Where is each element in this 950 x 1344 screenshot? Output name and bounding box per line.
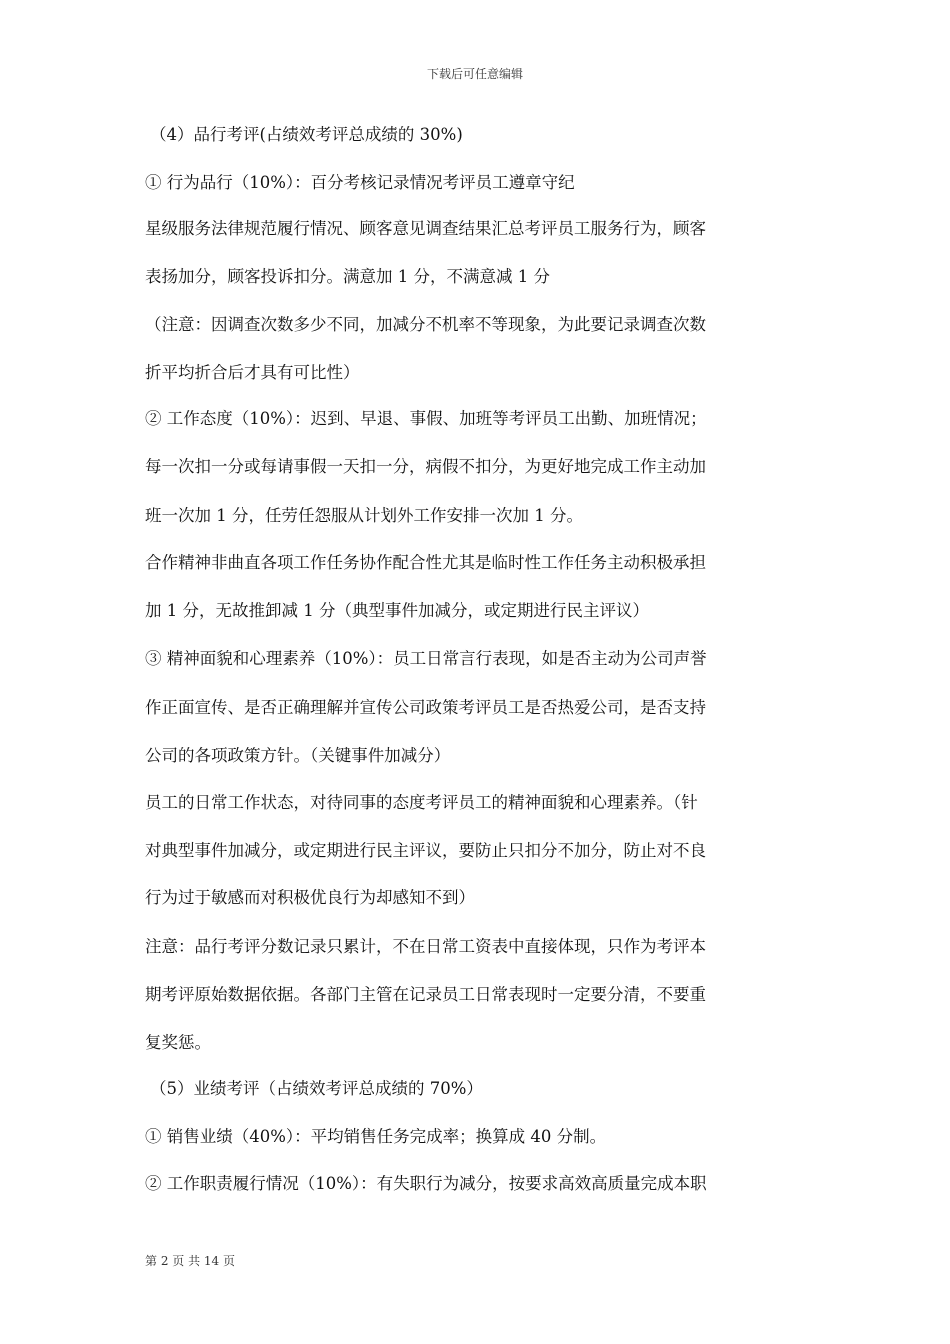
item-work-attitude: ② 工作态度（10%）：迟到、早退、事假、加班等考评员工出勤、加班情况； [145,409,707,428]
section-heading-performance: （5）业绩考评（占绩效考评总成绩的 70%） [150,1079,483,1098]
item-duty-fulfillment: ② 工作职责履行情况（10%）：有失职行为减分，按要求高效高质量完成本职 [145,1174,707,1193]
paragraph-line: 作正面宣传、是否正确理解并宣传公司政策考评员工是否热爱公司，是否支持 [145,698,706,717]
note-line: 期考评原始数据依据。各部门主管在记录员工日常表现时一定要分清，不要重 [145,985,706,1004]
paragraph-line: 行为过于敏感而对积极优良行为却感知不到） [145,888,475,907]
paragraph-line: 星级服务法律规范履行情况、顾客意见调查结果汇总考评员工服务行为，顾客 [145,219,706,238]
paragraph-line: 员工的日常工作状态，对待同事的态度考评员工的精神面貌和心理素养。（针 [145,793,698,812]
item-sales-performance: ① 销售业绩（40%）：平均销售任务完成率；换算成 40 分制。 [145,1127,607,1146]
item-behavior-conduct: ① 行为品行（10%）：百分考核记录情况考评员工遵章守纪 [145,173,575,192]
page-number: 第 2 页 共 14 页 [145,1254,235,1268]
note-line: 折平均折合后才具有可比性） [145,363,360,382]
paragraph-line: 每一次扣一分或每请事假一天扣一分，病假不扣分，为更好地完成工作主动加 [145,457,706,476]
paragraph-line: 表扬加分，顾客投诉扣分。满意加 1 分，不满意减 1 分 [145,267,550,286]
paragraph-line: 合作精神非曲直各项工作任务协作配合性尤其是临时性工作任务主动积极承担 [145,553,706,572]
note-line: 注意：品行考评分数记录只累计，不在日常工资表中直接体现，只作为考评本 [145,937,706,956]
item-spirit-mentality: ③ 精神面貌和心理素养（10%）：员工日常言行表现，如是否主动为公司声誉 [145,649,707,668]
paragraph-line: 对典型事件加减分，或定期进行民主评议，要防止只扣分不加分，防止对不良 [145,841,706,860]
note-line: （注意：因调查次数多少不同，加减分不机率不等现象，为此要记录调查次数 [145,315,706,334]
page-header: 下载后可任意编辑 [426,67,523,81]
section-heading-conduct: （4）品行考评(占绩效考评总成绩的 30%) [150,125,463,144]
paragraph-line: 班一次加 1 分，任劳任怨服从计划外工作安排一次加 1 分。 [145,506,583,525]
paragraph-line: 公司的各项政策方针。（关键事件加减分） [145,746,451,765]
note-line: 复奖惩。 [145,1033,211,1052]
paragraph-line: 加 1 分，无故推卸减 1 分（典型事件加减分，或定期进行民主评议） [145,601,649,620]
